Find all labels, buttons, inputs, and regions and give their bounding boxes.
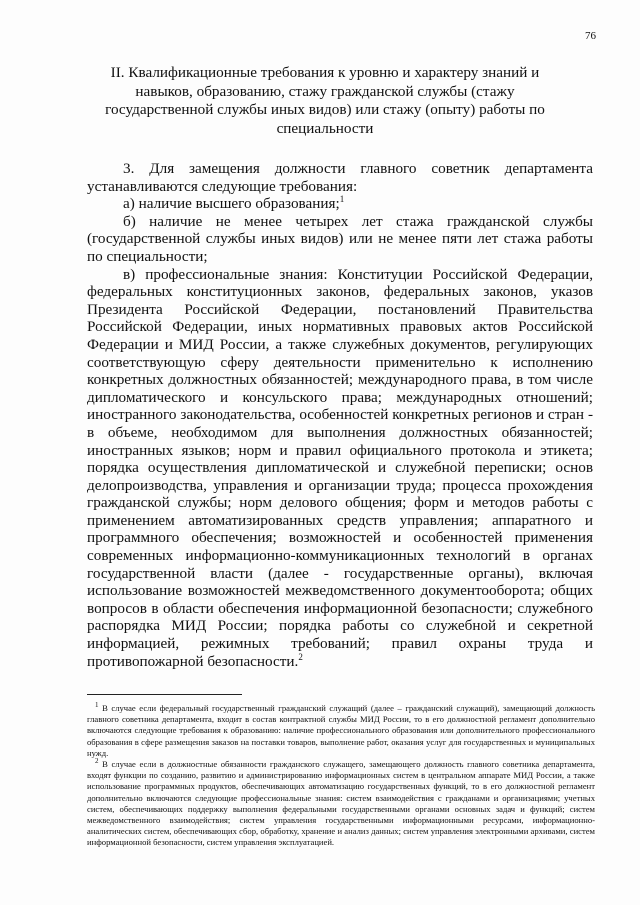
footnote-2: $^2$ В случае если в должностные обязанности гражданского служащего, замещающего должность главного советника департамента, входят функции по созданию, развитию и администрированию информационных систем в центральном аппарате МИД России, а также использование программных продуктов, обеспечивающих автоматизацию государственных функций, то в его должностной регламент дополнительно включаются следующие профессиональные знания: систем взаимодействия с гражданами и организациями; учетных систем, обеспечивающих поддержку выполнения федеральными государственными органами основных задач и функций; систем межведомственного взаимодействия; систем управления государственными информационными ресурсами, информационно-аналитических систем, обеспечивающих сбор, обработку, хранение и анализ данных; систем управления электронными архивами, систем информационной безопасности, систем управления эксплуатацией. [87,757,595,848]
paragraph-intro: 3. Для замещения должности главного советник департамента устанавливаются следующие требования: [87,160,593,195]
footnote-ref-2[interactable]: 2 [298,651,303,662]
footnote-mark: 2 [95,757,99,766]
page-number: 76 [585,30,596,42]
footnote-ref-1[interactable]: 1 [339,194,345,205]
footnote-divider [87,694,242,695]
paragraph-a: а) наличие высшего образования;$^1$ [123,194,345,213]
body-text [87,160,593,670]
footnote-1: $^1$ В случае если федеральный государственный гражданский служащий (далее – гражданский служащий), замещающий должность главного советника департамента, входит в состав контрактной службы МИД России, то в его должностной регламент дополнительно включаются следующие требования к образованию: наличие профессионального образования или дополнительного профессионального образования в сфере размещения заказов на поставки товаров, выполнение работ, оказания услуг для государственных и муниципальных нужд. [87,701,595,758]
paragraph-v: в) профессиональные знания: Конституции Российской Федерации, федеральных конституционных законов, федеральных законов, указов Президента Российской Федерации, постановлений Правительства Российской Федерации, иных нормативных правовых актов Российской Федерации и МИД России, а также служебных документов, регулирующих соответствующую сферу деятельности применительно к исполнению конкретных должностных обязанностей; международного права, в том числе дипломатического и консульского права; международных отношений; иностранного законодательства, особенностей конкретных регионов и стран - в объеме, необходимом для выполнения должностных обязанностей; иностранных языков; норм и правил официального протокола и этикета; порядка осуществления дипломатической и служебной переписки; основ делопроизводства, управления и организации труда; процесса прохождения гражданской службы; норм делового общения; форм и методов работы с применением автоматизированных средств управления; аппаратного и программного обеспечения; возможностей и особенностей применения современных информационно-коммуникационных технологий в органах государственной власти (далее - государственные органы), включая использование возможностей межведомственного документооборота; общих вопросов в области обеспечения информационной безопасности; служебного распорядка МИД России; порядка работы со служебной и секретной информацией, режимных требований; правил охраны труда и противопожарной безопасности.$^2$ [87,265,593,670]
section-heading: II. Квалификационные требования к уровню и характеру знаний и навыков, образованию, стажу гражданской службы (стажу государственной службы иных видов) или стажу (опыту) работы по специальности [105,64,545,137]
footnotes [87,703,595,849]
footnote-mark: 1 [95,701,99,710]
paragraph-b: б) наличие не менее четырех лет стажа гражданской службы (государственной службы иных видов) или не менее пяти лет стажа работы по специальности; [87,212,593,265]
